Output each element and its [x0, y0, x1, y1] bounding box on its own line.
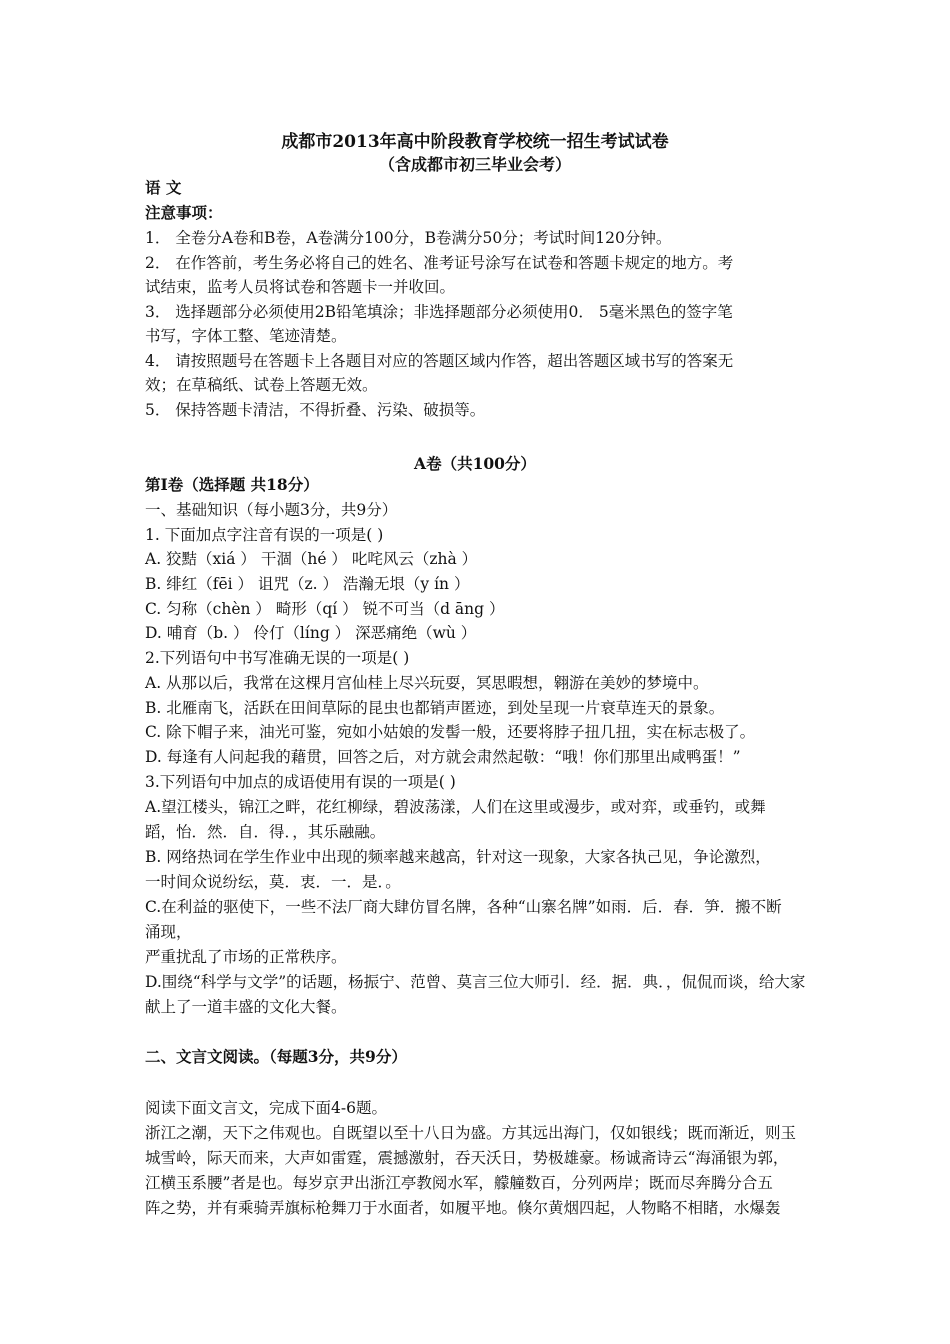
question-line: 涌现，	[145, 923, 192, 941]
subject-label: 语 文	[145, 178, 182, 197]
notice-line: 1． 全卷分A卷和B卷，A卷满分100分，B卷满分50分；考试时间120分钟。	[145, 229, 672, 247]
notice-line: 3． 选择题部分必须使用2B铅笔填涂；非选择题部分必须使用0． 5毫米黑色的签字笔	[145, 303, 733, 321]
exam-title: 成都市2013年高中阶段教育学校统一招生考试试卷	[281, 132, 669, 152]
question-line: A.望江楼头，锦江之畔，花红柳绿，碧波荡漾，人们在这里或漫步，或对弈，或垂钓，或舞	[145, 798, 766, 816]
notice-line: 试结束，监考人员将试卷和答题卡一并收回。	[145, 278, 456, 296]
question-line: 3.下列语句中加点的成语使用有误的一项是( )	[145, 773, 456, 791]
question-line: A. 狡黠（xiá ） 干涸（hé ） 叱咤风云（zhà ）	[145, 550, 478, 568]
question-line: 1. 下面加点字注音有误的一项是( )	[145, 526, 384, 544]
question-line: B. 北雁南飞，活跃在田间草际的昆虫也都销声匿迹，到处呈现一片衰草连天的景象。	[145, 699, 725, 717]
question-line: C.在利益的驱使下，一些不法厂商大肆仿冒名牌，各种“山寨名牌”如雨．后．春．笋．搬不断	[145, 898, 782, 916]
part1-title: 第Ⅰ卷（选择题 共18分）	[145, 475, 319, 494]
question-line: C. 匀称（chèn ） 畸形（qí ） 锐不可当（d āng ）	[145, 600, 505, 618]
exam-subtitle: （含成都市初三毕业会考）	[378, 155, 571, 174]
classical-line: 浙江之潮，天下之伟观也。自既望以至十八日为盛。方其远出海门，仅如银线；既而渐近，则玉	[145, 1124, 797, 1142]
classical-line: 城雪岭，际天而来，大声如雷霆，震撼激射，吞天沃日，势极雄豪。杨诚斋诗云“海涌银为郭，	[145, 1149, 789, 1167]
question-line: D.围绕“科学与文学”的话题，杨振宁、范曾、莫言三位大师引．经．据．典．，侃侃而谈，给大家	[145, 973, 806, 991]
question-line: D. 每逢有人问起我的藉贯，回答之后，对方就会肃然起敬：“哦！你们那里出咸鸭蛋！”	[145, 748, 741, 766]
notice-line: 书写，字体工整、笔迹清楚。	[145, 327, 347, 345]
question-line: 蹈，怡．然．自．得．，其乐融融。	[145, 823, 386, 841]
question-line: B. 网络热词在学生作业中出现的频率越来越高，针对这一现象，大家各执己见，争论激烈，	[145, 848, 771, 866]
question-line: 一时间众说纷纭，莫．衷．一．是．。	[145, 873, 401, 891]
notice-line: 2． 在作答前，考生务必将自己的姓名、准考证号涂写在试卷和答题卡规定的地方。考	[145, 254, 734, 272]
question-line: C. 除下帽子来，油光可鉴，宛如小姑娘的发髻一般，还要将脖子扭几扭，实在标志极了。	[145, 723, 756, 741]
question-line: A. 从那以后，我常在这棵月宫仙桂上尽兴玩耍，冥思暇想，翱游在美妙的梦境中。	[145, 674, 709, 692]
question-line: B. 绯红（fēi ） 诅咒（z. ） 浩瀚无垠（y ín ）	[145, 575, 470, 593]
classical-line: 江横玉系腰”者是也。每岁京尹出浙江亭教阅水军，艨艟数百，分列两岸；既而尽奔腾分合五	[145, 1174, 773, 1192]
question-line: 2.下列语句中书写准确无误的一项是( )	[145, 649, 410, 667]
classical-section-title: 二、文言文阅读。（每题3分，共9分）	[145, 1047, 407, 1066]
basic-knowledge-title: 一、基础知识（每小题3分，共9分）	[145, 501, 398, 519]
notice-line: 5． 保持答题卡清洁，不得折叠、污染、破损等。	[145, 401, 486, 419]
notice-heading: 注意事项：	[145, 203, 223, 222]
section-a-title: A卷（共100分）	[414, 454, 536, 473]
classical-line: 阵之势，并有乘骑弄旗标枪舞刀于水面者，如履平地。倏尔黄烟四起，人物略不相睹，水爆轰	[145, 1199, 781, 1217]
classical-line: 阅读下面文言文，完成下面4-6题。	[145, 1099, 387, 1117]
notice-line: 效；在草稿纸、试卷上答题无效。	[145, 376, 378, 394]
notice-line: 4． 请按照题号在答题卡上各题目对应的答题区域内作答，超出答题区域书写的答案无	[145, 352, 734, 370]
question-line: D. 哺育（b. ） 伶仃（líng ） 深恶痛绝（wù ）	[145, 624, 477, 642]
question-line: 严重扰乱了市场的正常秩序。	[145, 948, 347, 966]
question-line: 献上了一道丰盛的文化大餐。	[145, 998, 347, 1016]
